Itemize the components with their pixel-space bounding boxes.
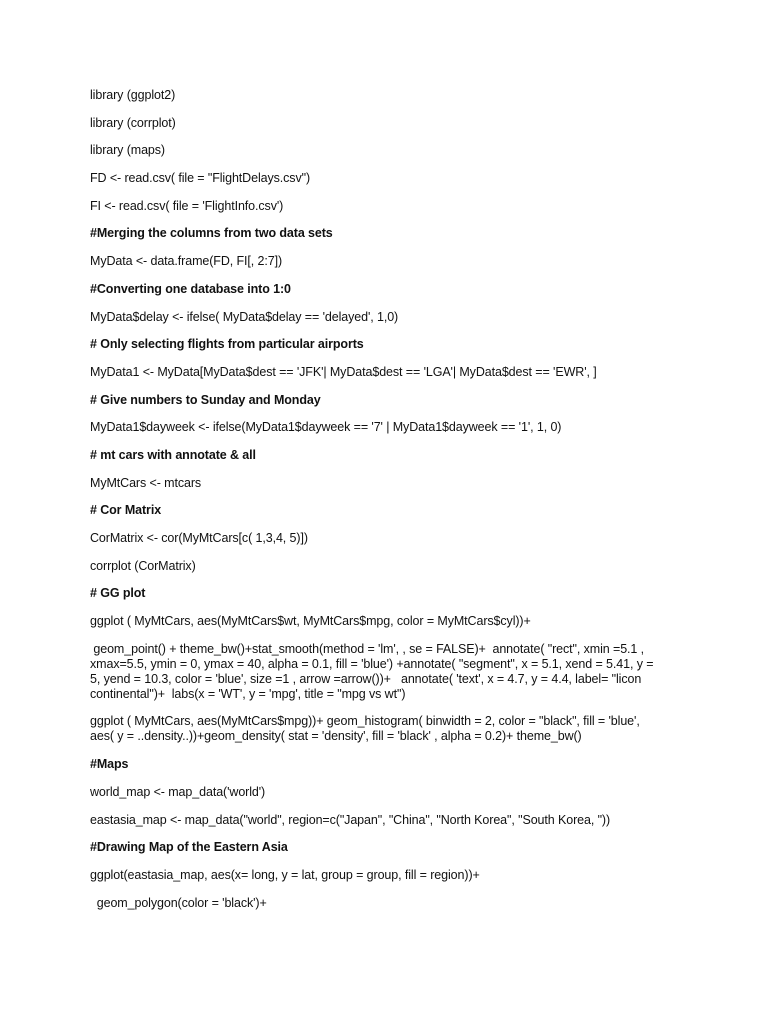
code-line: ggplot ( MyMtCars, aes(MyMtCars$mpg))+ geom_histogram( binwidth = 2, color = "black", fill = 'blue', [90,714,640,729]
code-line: FD <- read.csv( file = "FlightDelays.csv") [90,171,311,186]
code-line: FI <- read.csv( file = 'FlightInfo.csv') [90,198,284,213]
code-line: MyData <- data.frame(FD, FI[, 2:7]) [90,254,283,269]
code-lines-section-1 [90,88,680,629]
code-line: eastasia_map <- map_data("world", region=c("Japan", "China", "North Korea", "South Korea, ")) [90,812,611,827]
comment-line: #Drawing Map of the Eastern Asia [90,840,288,855]
code-line: corrplot (CorMatrix) [90,558,196,573]
comment-line: # Only selecting flights from particular airports [90,337,364,352]
code-line: CorMatrix <- cor(MyMtCars[c( 1,3,4, 5)]) [90,531,308,545]
code-line: ggplot(eastasia_map, aes(x= long, y = lat, group = group, fill = region))+ [90,867,480,882]
code-line: world_map <- map_data('world') [90,784,266,799]
comment-line: # Give numbers to Sunday and Monday [90,392,321,407]
code-line: aes( y = ..density..))+geom_density( stat = 'density', fill = 'black' , alpha = 0.2)+ theme_bw() [90,729,582,744]
code-line: 5, yend = 10.3, color = 'blue', size =1 , arrow =arrow())+ annotate( 'text', x = 4.7, y = 4.4, label= "licon [90,671,642,686]
code-line: library (maps) [90,143,165,158]
comment-line: # mt cars with annotate & all [90,447,256,462]
code-line: MyData1 <- MyData[MyData$dest == 'JFK'| MyData$dest == 'LGA'| MyData$dest == 'EWR', ] [90,364,597,379]
code-line: geom_polygon(color = 'black')+ [90,895,267,910]
code-line: continental")+ labs(x = 'WT', y = 'mpg', title = "mpg vs wt") [90,686,406,701]
code-line: MyData1$dayweek <- ifelse(MyData1$dayweek == '7' | MyData1$dayweek == '1', 1, 0) [90,420,562,435]
comment-line: #Merging the columns from two data sets [90,226,333,241]
document-page [90,88,680,923]
code-block-geom-point [90,642,680,702]
code-line: library (corrplot) [90,115,176,130]
code-line: geom_point() + theme_bw()+stat_smooth(method = 'lm', , se = FALSE)+ annotate( "rect", xmin =5.1 , [90,641,645,656]
comment-line: # Cor Matrix [90,503,162,518]
code-line: xmax=5.5, ymin = 0, ymax = 40, alpha = 0.1, fill = 'blue') +annotate( "segment", x = 5.1, xend = 5.41, y = [90,656,654,671]
code-block-histogram [90,714,680,744]
code-lines-section-2 [90,757,680,910]
comment-line: # GG plot [90,586,146,601]
comment-line: #Maps [90,757,129,772]
code-line: MyMtCars <- mtcars [90,475,202,490]
code-line: ggplot ( MyMtCars, aes(MyMtCars$wt, MyMtCars$mpg, color = MyMtCars$cyl))+ [90,614,531,629]
comment-line: #Converting one database into 1:0 [90,281,291,296]
code-line: MyData$delay <- ifelse( MyData$delay == 'delayed', 1,0) [90,309,399,324]
code-line: library (ggplot2) [90,88,176,102]
